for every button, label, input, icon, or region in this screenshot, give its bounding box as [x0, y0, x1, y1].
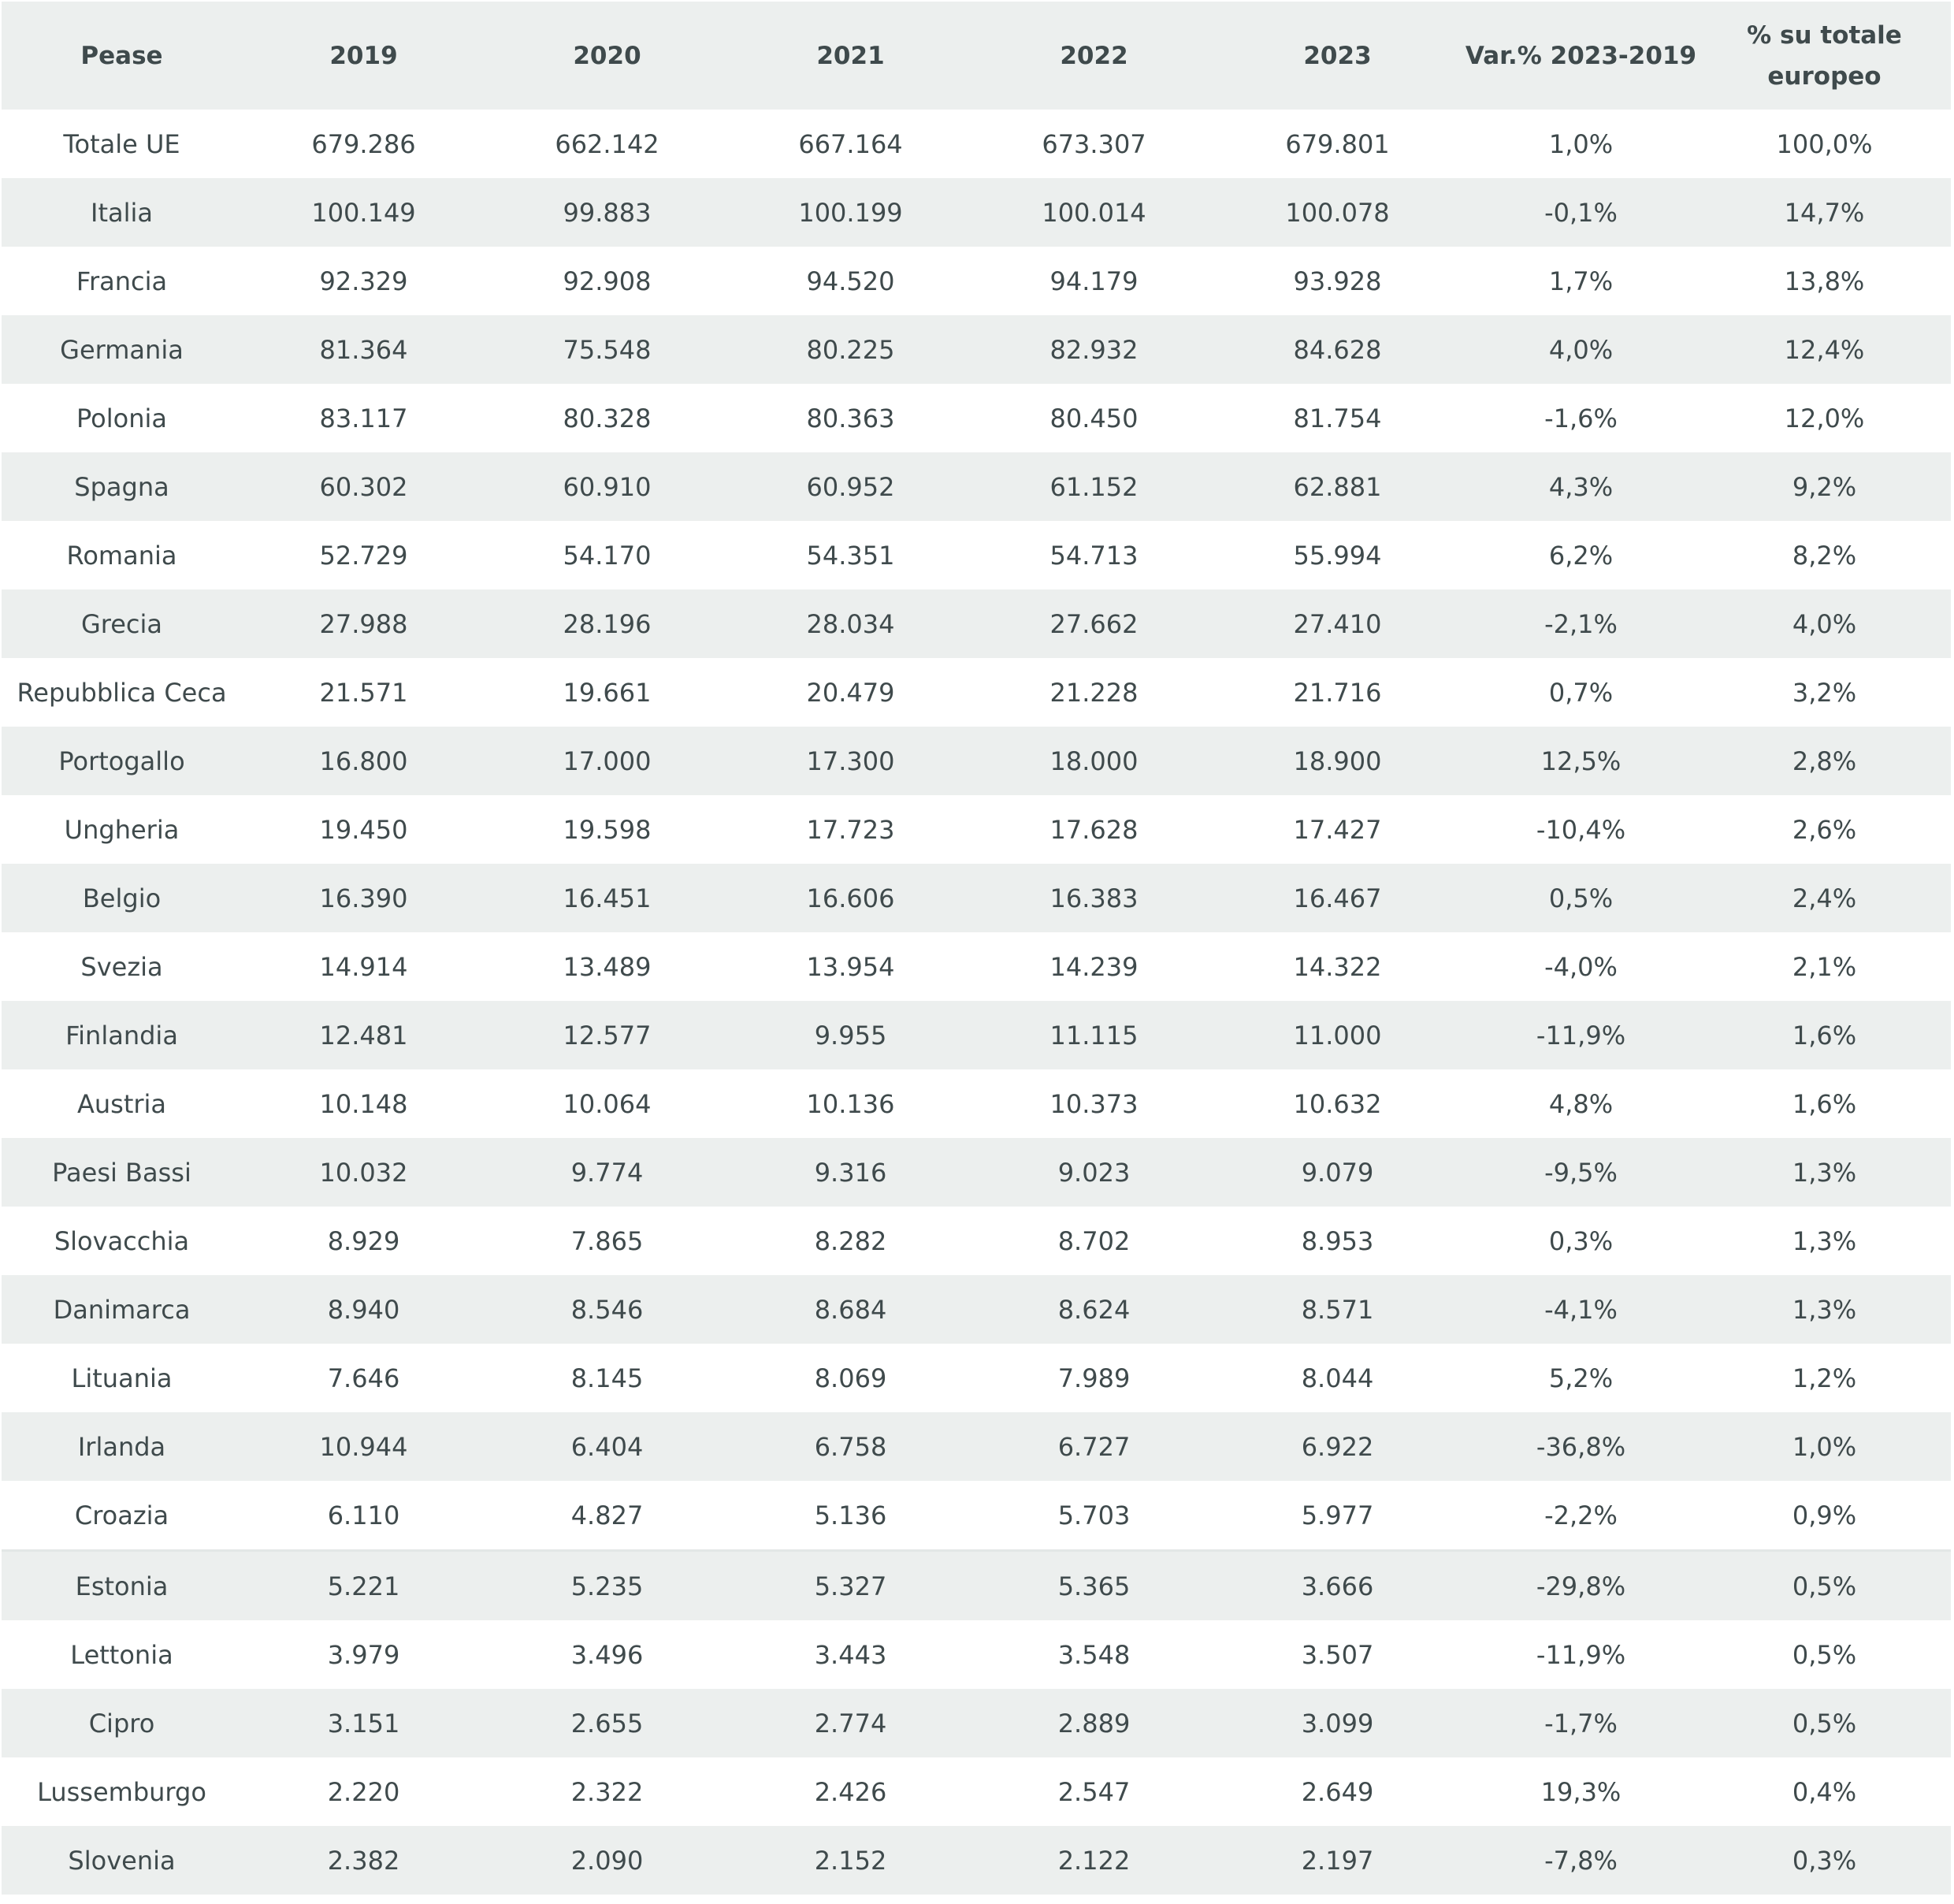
table-cell-country: Spagna [74, 471, 169, 502]
table-cell-variation: -2,2% [1544, 1500, 1618, 1530]
table-cell-country: Estonia [75, 1571, 169, 1601]
table-cell-country: Germania [60, 334, 184, 365]
table-cell-country: Cipro [88, 1708, 155, 1739]
table-cell-variation: 0,3% [1548, 1225, 1614, 1256]
table-cell-2021: 9.955 [814, 1020, 887, 1051]
table-cell-2023: 27.410 [1293, 608, 1382, 639]
header-cell-2020: 2020 [573, 41, 641, 70]
table-cell-2022: 8.624 [1057, 1294, 1131, 1325]
table-cell-country: Portogallo [58, 746, 185, 776]
table-cell-2023: 9.079 [1301, 1157, 1374, 1188]
table-cell-2022: 80.450 [1049, 403, 1139, 433]
table-cell-2022: 16.383 [1049, 883, 1139, 913]
table-cell-share: 8,2% [1792, 540, 1857, 571]
table-cell-2021: 8.069 [814, 1363, 887, 1393]
table-row [2, 1069, 1951, 1138]
table-cell-variation: 12,5% [1540, 746, 1622, 776]
table-cell-variation: -10,4% [1536, 814, 1626, 845]
table-cell-2023: 2.649 [1301, 1776, 1374, 1807]
table-cell-country: Slovacchia [54, 1225, 190, 1256]
table-cell-2021: 17.300 [806, 746, 895, 776]
table-cell-2019: 5.221 [327, 1571, 400, 1601]
table-cell-variation: -4,0% [1544, 951, 1618, 982]
table-cell-2020: 12.577 [563, 1020, 652, 1051]
table-row [2, 1207, 1951, 1275]
table-cell-country: Totale UE [63, 128, 180, 159]
table-cell-2023: 5.977 [1301, 1500, 1374, 1530]
table-cell-country: Polonia [76, 403, 167, 433]
table-cell-2022: 5.703 [1057, 1500, 1131, 1530]
table-cell-country: Danimarca [53, 1294, 191, 1325]
table-header-row [2, 2, 1951, 110]
table-cell-2022: 5.365 [1057, 1571, 1131, 1601]
table-cell-2020: 2.655 [570, 1708, 644, 1739]
table-cell-2022: 2.889 [1057, 1708, 1131, 1739]
table-cell-variation: 6,2% [1548, 540, 1614, 571]
table-cell-2023: 55.994 [1293, 540, 1382, 571]
table-cell-2023: 62.881 [1293, 471, 1382, 502]
table-cell-2020: 10.064 [563, 1088, 652, 1119]
table-cell-country: Lituania [71, 1363, 173, 1393]
table-cell-2020: 99.883 [563, 197, 652, 228]
table-cell-2021: 100.199 [798, 197, 903, 228]
table-cell-2023: 16.467 [1293, 883, 1382, 913]
table-cell-2022: 18.000 [1049, 746, 1139, 776]
table-cell-2023: 8.571 [1301, 1294, 1374, 1325]
table-cell-2022: 94.179 [1049, 266, 1139, 296]
table-row [2, 589, 1951, 658]
table-cell-country: Lussemburgo [37, 1776, 206, 1807]
table-cell-2023: 84.628 [1293, 334, 1382, 365]
table-cell-2022: 7.989 [1057, 1363, 1131, 1393]
table-cell-2019: 8.929 [327, 1225, 400, 1256]
table-cell-2019: 6.110 [327, 1500, 400, 1530]
table-cell-2019: 12.481 [319, 1020, 408, 1051]
table-cell-2020: 19.598 [563, 814, 652, 845]
table-cell-2023: 3.666 [1301, 1571, 1374, 1601]
table-cell-2019: 100.149 [311, 197, 416, 228]
table-cell-variation: -11,9% [1536, 1639, 1626, 1670]
table-cell-share: 2,1% [1792, 951, 1857, 982]
table-cell-share: 1,6% [1792, 1020, 1857, 1051]
table-row [2, 384, 1951, 452]
table-cell-2023: 8.953 [1301, 1225, 1374, 1256]
table-cell-2020: 75.548 [563, 334, 652, 365]
table-cell-2019: 7.646 [327, 1363, 400, 1393]
header-cell-2023: 2023 [1303, 41, 1372, 70]
table-cell-2021: 3.443 [814, 1639, 887, 1670]
table-cell-variation: 19,3% [1540, 1776, 1622, 1807]
table-cell-share: 14,7% [1784, 197, 1865, 228]
table-cell-country: Italia [91, 197, 153, 228]
table-cell-2023: 18.900 [1293, 746, 1382, 776]
table-cell-2021: 2.152 [814, 1845, 887, 1876]
table-row [2, 178, 1951, 247]
table-cell-2021: 2.426 [814, 1776, 887, 1807]
table-cell-2019: 3.979 [327, 1639, 400, 1670]
table-cell-2021: 8.282 [814, 1225, 887, 1256]
table-cell-2020: 80.328 [563, 403, 652, 433]
table-row [2, 315, 1951, 384]
table-cell-country: Ungheria [64, 814, 180, 845]
table-cell-2023: 100.078 [1285, 197, 1390, 228]
table-row [2, 110, 1951, 178]
table-cell-2019: 27.988 [319, 608, 408, 639]
table-cell-2020: 2.090 [570, 1845, 644, 1876]
table-cell-2021: 28.034 [806, 608, 895, 639]
table-cell-2021: 20.479 [806, 677, 895, 708]
table-cell-2019: 10.032 [319, 1157, 408, 1188]
table-cell-2019: 10.944 [319, 1431, 408, 1462]
table-cell-2019: 2.382 [327, 1845, 400, 1876]
table-cell-2021: 80.363 [806, 403, 895, 433]
table-cell-variation: -0,1% [1544, 197, 1618, 228]
table-cell-2019: 19.450 [319, 814, 408, 845]
table-cell-2019: 83.117 [319, 403, 408, 433]
table-cell-2021: 16.606 [806, 883, 895, 913]
table-cell-variation: -2,1% [1544, 608, 1618, 639]
table-row [2, 1412, 1951, 1481]
table-cell-2022: 17.628 [1049, 814, 1139, 845]
table-cell-2023: 21.716 [1293, 677, 1382, 708]
table-cell-share: 2,6% [1792, 814, 1857, 845]
table-cell-2023: 10.632 [1293, 1088, 1382, 1119]
table-cell-2020: 6.404 [570, 1431, 644, 1462]
table-cell-2019: 16.390 [319, 883, 408, 913]
header-cell-share: % su totale europeo [1747, 20, 1902, 91]
table-row [2, 932, 1951, 1001]
table-cell-2023: 6.922 [1301, 1431, 1374, 1462]
header-cell-2021: 2021 [816, 41, 885, 70]
table-cell-share: 0,5% [1792, 1708, 1857, 1739]
table-cell-2023: 3.507 [1301, 1639, 1374, 1670]
table-cell-2023: 2.197 [1301, 1845, 1374, 1876]
table-row [2, 247, 1951, 315]
table-cell-share: 100,0% [1776, 128, 1873, 159]
table-cell-2022: 2.547 [1057, 1776, 1131, 1807]
table-row [2, 452, 1951, 521]
table-row [2, 521, 1951, 589]
table-cell-country: Romania [66, 540, 177, 571]
table-cell-2022: 54.713 [1049, 540, 1139, 571]
table-cell-2022: 3.548 [1057, 1639, 1131, 1670]
table-cell-variation: -29,8% [1536, 1571, 1626, 1601]
table-cell-share: 13,8% [1784, 266, 1865, 296]
table-cell-country: Irlanda [77, 1431, 166, 1462]
table-cell-2019: 81.364 [319, 334, 408, 365]
table-cell-2022: 9.023 [1057, 1157, 1131, 1188]
table-cell-variation: -1,7% [1544, 1708, 1618, 1739]
table-cell-2021: 13.954 [806, 951, 895, 982]
table-cell-2023: 14.322 [1293, 951, 1382, 982]
table-row [2, 1138, 1951, 1207]
table-cell-share: 1,0% [1792, 1431, 1857, 1462]
table-cell-variation: 0,5% [1548, 883, 1614, 913]
table-cell-variation: -1,6% [1544, 403, 1618, 433]
table-cell-2021: 5.327 [814, 1571, 887, 1601]
table-cell-2022: 100.014 [1042, 197, 1146, 228]
table-row [2, 1344, 1951, 1412]
table-cell-variation: 4,3% [1548, 471, 1614, 502]
table-cell-2020: 8.546 [570, 1294, 644, 1325]
table-cell-country: Belgio [82, 883, 162, 913]
table-cell-country: Slovenia [68, 1845, 176, 1876]
table-cell-2022: 82.932 [1049, 334, 1139, 365]
table-cell-2022: 11.115 [1049, 1020, 1139, 1051]
table-cell-2022: 21.228 [1049, 677, 1139, 708]
table-cell-2021: 54.351 [806, 540, 895, 571]
table-cell-share: 1,3% [1792, 1225, 1857, 1256]
table-cell-share: 0,5% [1792, 1571, 1857, 1601]
table-cell-2022: 673.307 [1042, 128, 1146, 159]
table-row [2, 1826, 1951, 1895]
table-cell-country: Lettonia [70, 1639, 173, 1670]
table-cell-country: Svezia [80, 951, 163, 982]
table-cell-2021: 667.164 [798, 128, 903, 159]
table-cell-2023: 11.000 [1293, 1020, 1382, 1051]
table-cell-2020: 7.865 [570, 1225, 644, 1256]
table-cell-variation: -7,8% [1544, 1845, 1618, 1876]
table-cell-variation: 1,0% [1548, 128, 1614, 159]
table-cell-2022: 2.122 [1057, 1845, 1131, 1876]
table-cell-2020: 9.774 [570, 1157, 644, 1188]
table-cell-2020: 662.142 [555, 128, 659, 159]
table-cell-share: 12,0% [1784, 403, 1865, 433]
table-cell-share: 1,2% [1792, 1363, 1857, 1393]
table-cell-2021: 9.316 [814, 1157, 887, 1188]
table-row [2, 1549, 1951, 1620]
table-cell-2020: 54.170 [563, 540, 652, 571]
table-cell-share: 2,8% [1792, 746, 1857, 776]
table-cell-2019: 14.914 [319, 951, 408, 982]
table-cell-2020: 8.145 [570, 1363, 644, 1393]
table-cell-2023: 81.754 [1293, 403, 1382, 433]
table-cell-2021: 8.684 [814, 1294, 887, 1325]
table-cell-share: 9,2% [1792, 471, 1857, 502]
table-row [2, 1481, 1951, 1549]
table-row [2, 1275, 1951, 1344]
table-cell-variation: 4,0% [1548, 334, 1614, 365]
table-row [2, 658, 1951, 727]
table-cell-variation: 1,7% [1548, 266, 1614, 296]
data-table [2, 2, 1951, 1895]
table-cell-2020: 13.489 [563, 951, 652, 982]
table-cell-2019: 8.940 [327, 1294, 400, 1325]
table-cell-variation: -4,1% [1544, 1294, 1618, 1325]
table-cell-2019: 16.800 [319, 746, 408, 776]
table-cell-2022: 14.239 [1049, 951, 1139, 982]
table-cell-2019: 92.329 [319, 266, 408, 296]
table-cell-2020: 92.908 [563, 266, 652, 296]
header-cell-variation: Var.% 2023-2019 [1465, 41, 1697, 70]
table-cell-2019: 21.571 [319, 677, 408, 708]
table-cell-2019: 60.302 [319, 471, 408, 502]
table-cell-2021: 5.136 [814, 1500, 887, 1530]
table-cell-share: 1,3% [1792, 1157, 1857, 1188]
table-cell-2019: 10.148 [319, 1088, 408, 1119]
table-body [2, 110, 1951, 1895]
table-cell-variation: -36,8% [1536, 1431, 1626, 1462]
table-row [2, 727, 1951, 795]
table-cell-variation: -11,9% [1536, 1020, 1626, 1051]
table-cell-country: Austria [76, 1088, 167, 1119]
table-cell-share: 0,4% [1792, 1776, 1857, 1807]
table-cell-country: Finlandia [65, 1020, 178, 1051]
table-cell-2019: 2.220 [327, 1776, 400, 1807]
table-cell-2023: 3.099 [1301, 1708, 1374, 1739]
table-cell-country: Repubblica Ceca [17, 677, 227, 708]
table-row [2, 864, 1951, 932]
table-cell-2020: 16.451 [563, 883, 652, 913]
table-cell-share: 1,3% [1792, 1294, 1857, 1325]
table-cell-variation: -9,5% [1544, 1157, 1618, 1188]
table-cell-share: 3,2% [1792, 677, 1857, 708]
table-cell-2021: 60.952 [806, 471, 895, 502]
table-cell-variation: 0,7% [1548, 677, 1614, 708]
table-cell-2021: 10.136 [806, 1088, 895, 1119]
table-cell-share: 4,0% [1792, 608, 1857, 639]
table-cell-2021: 2.774 [814, 1708, 887, 1739]
table-cell-2020: 17.000 [563, 746, 652, 776]
table-cell-share: 0,3% [1792, 1845, 1857, 1876]
table-cell-2022: 27.662 [1049, 608, 1139, 639]
table-cell-2022: 8.702 [1057, 1225, 1131, 1256]
table-cell-country: Paesi Bassi [52, 1157, 191, 1188]
table-cell-2023: 679.801 [1285, 128, 1390, 159]
table-cell-2019: 52.729 [319, 540, 408, 571]
table-cell-2019: 679.286 [311, 128, 416, 159]
header-cell-2019: 2019 [329, 41, 398, 70]
table-cell-2020: 2.322 [570, 1776, 644, 1807]
header-cell-2022: 2022 [1060, 41, 1128, 70]
table-cell-2023: 17.427 [1293, 814, 1382, 845]
table-cell-country: Grecia [80, 608, 163, 639]
table-row [2, 1001, 1951, 1069]
table-cell-2022: 6.727 [1057, 1431, 1131, 1462]
table-cell-2020: 19.661 [563, 677, 652, 708]
table-cell-share: 1,6% [1792, 1088, 1857, 1119]
table-cell-2021: 17.723 [806, 814, 895, 845]
table-cell-share: 0,5% [1792, 1639, 1857, 1670]
table-row [2, 1620, 1951, 1689]
table-cell-2021: 94.520 [806, 266, 895, 296]
table-cell-country: Croazia [74, 1500, 169, 1530]
table-cell-2021: 6.758 [814, 1431, 887, 1462]
table-cell-2020: 5.235 [570, 1571, 644, 1601]
table-cell-2023: 8.044 [1301, 1363, 1374, 1393]
table-cell-share: 0,9% [1792, 1500, 1857, 1530]
table-cell-variation: 5,2% [1548, 1363, 1614, 1393]
table-cell-2022: 10.373 [1049, 1088, 1139, 1119]
table-cell-2022: 61.152 [1049, 471, 1139, 502]
table-cell-2020: 3.496 [570, 1639, 644, 1670]
table-row [2, 1757, 1951, 1826]
table-cell-variation: 4,8% [1548, 1088, 1614, 1119]
table-cell-2019: 3.151 [327, 1708, 400, 1739]
table-cell-2021: 80.225 [806, 334, 895, 365]
table-row [2, 1689, 1951, 1757]
table-cell-2020: 4.827 [570, 1500, 644, 1530]
table-cell-2020: 60.910 [563, 471, 652, 502]
table-cell-country: Francia [76, 266, 168, 296]
table-cell-2020: 28.196 [563, 608, 652, 639]
table-cell-share: 2,4% [1792, 883, 1857, 913]
table-row [2, 795, 1951, 864]
table-cell-share: 12,4% [1784, 334, 1865, 365]
header-cell-country: Pease [80, 41, 163, 70]
table-cell-2023: 93.928 [1293, 266, 1382, 296]
